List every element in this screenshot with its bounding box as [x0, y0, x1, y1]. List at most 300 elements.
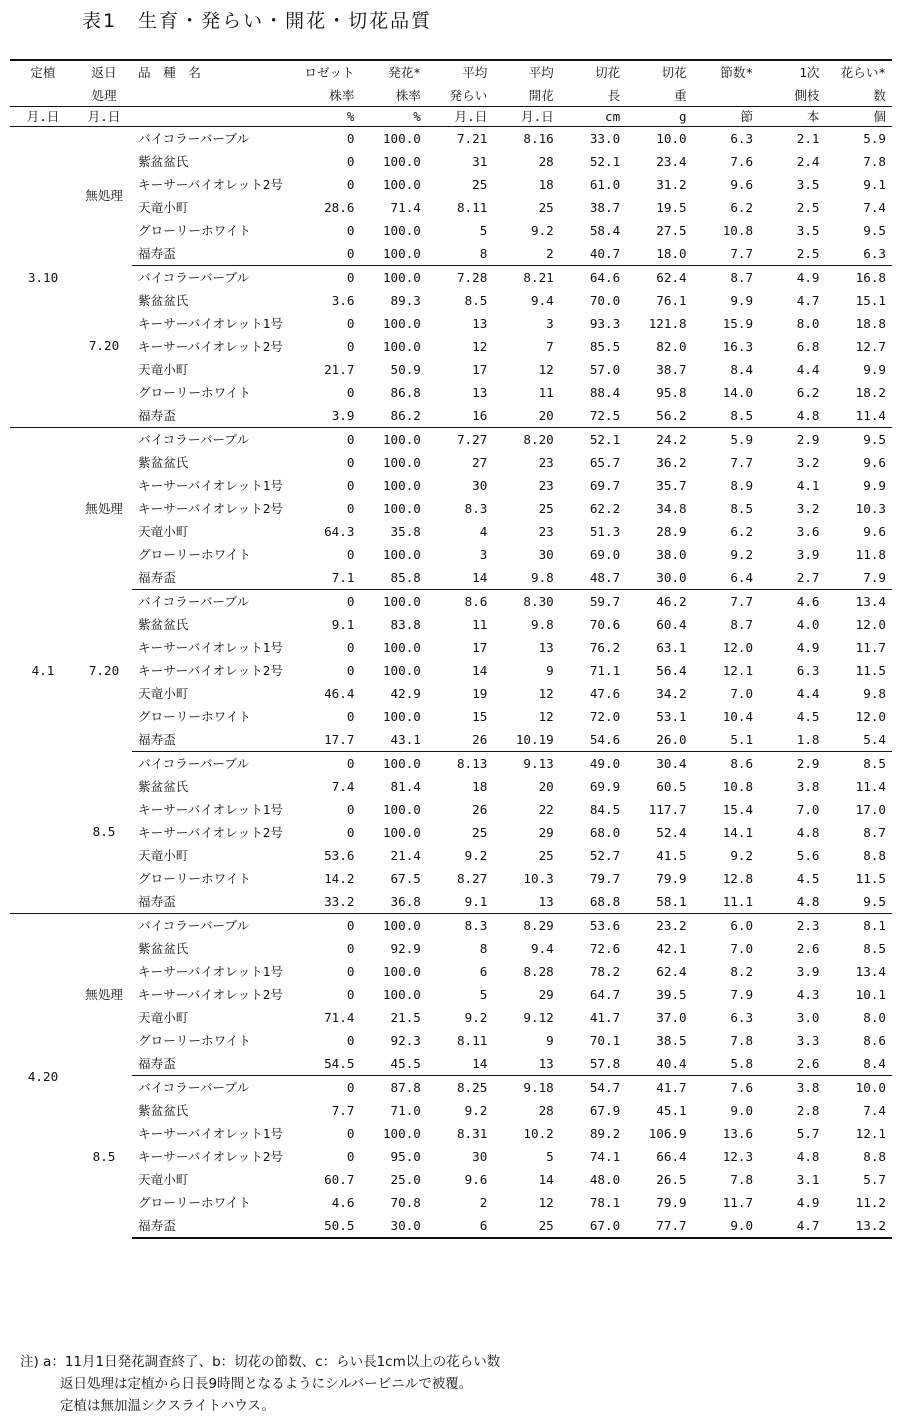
table-row: [10, 474, 892, 497]
cultivar-name: バイコラーバーブル: [132, 428, 294, 452]
cultivar-name: キーサーバイオレット2号: [138, 1149, 283, 1164]
value-cell: 2.9: [759, 752, 825, 776]
value-cell: 6.4: [730, 570, 754, 585]
value-cell: 9.12: [523, 1010, 554, 1025]
note-line-3: 定植は無加温シクスライトハウス。: [60, 1398, 275, 1414]
value-cell: 5.1: [730, 732, 754, 747]
value-cell: 4.9: [796, 1195, 820, 1210]
headers_row1-cell: ロゼット: [294, 60, 360, 85]
value-cell: 2.6: [796, 941, 820, 956]
value-cell: 46.4: [324, 686, 355, 701]
cultivar-name: キーサーバイオレット2号: [138, 339, 283, 354]
cultivar-name: バイコラーバーブル: [132, 752, 294, 776]
value-cell: 47.6: [589, 686, 621, 701]
value-cell: 100.0: [360, 266, 426, 290]
value-cell: 8.5: [464, 293, 488, 308]
value-cell: 4.9: [759, 266, 825, 290]
value-cell: 57.0: [589, 362, 621, 377]
value-cell: 67.0: [560, 1214, 626, 1238]
table-row: [10, 867, 892, 890]
value-cell: 8.1: [826, 914, 893, 938]
value-cell: 59.7: [560, 590, 626, 614]
value-cell: 74.1: [589, 1149, 621, 1164]
value-cell: 14.2: [324, 871, 355, 886]
value-cell: 3.5: [796, 223, 820, 238]
cultivar-name: 天竜小町: [138, 524, 189, 539]
value-cell: 53.6: [324, 848, 355, 863]
value-cell: 4.5: [796, 871, 820, 886]
value-cell: 10.0: [826, 1076, 893, 1100]
value-cell: 0: [346, 223, 355, 238]
value-cell: 52.1: [560, 428, 626, 452]
value-cell: 8.11: [456, 1033, 488, 1048]
value-cell: 7.28: [427, 266, 493, 290]
value-cell: 12.1: [722, 663, 754, 678]
value-cell: 0: [346, 640, 355, 655]
value-cell: 8: [479, 941, 488, 956]
value-cell: 15.9: [722, 316, 754, 331]
headers_row2-cell: [132, 85, 294, 107]
value-cell: 23: [538, 455, 554, 470]
value-cell: 100.0: [360, 590, 426, 614]
cultivar-name: 福寿盃: [138, 732, 176, 747]
planting-date: 3.10: [27, 269, 59, 285]
value-cell: 100.0: [382, 663, 421, 678]
value-cell: 8.16: [493, 127, 559, 151]
value-cell: 16.8: [826, 266, 893, 290]
value-cell: 100.0: [382, 154, 421, 169]
value-cell: 8.0: [863, 1010, 886, 1025]
value-cell: 86.8: [390, 385, 421, 400]
value-cell: 0: [346, 709, 355, 724]
value-cell: 11: [538, 385, 554, 400]
value-cell: 5: [546, 1149, 554, 1164]
value-cell: 49.0: [560, 752, 626, 776]
units-cell: cm: [560, 107, 626, 127]
value-cell: 25: [538, 848, 554, 863]
value-cell: 9.8: [531, 570, 554, 585]
value-cell: 7.21: [427, 127, 493, 151]
table-row: [10, 381, 892, 404]
value-cell: 22: [538, 802, 554, 817]
table-row: [10, 404, 892, 428]
table-row: [10, 1145, 892, 1168]
value-cell: 9.2: [730, 848, 754, 863]
value-cell: 50.5: [294, 1214, 360, 1238]
headers_row2-cell: [693, 85, 759, 107]
table-row: [10, 636, 892, 659]
value-cell: 12.0: [855, 709, 886, 724]
value-cell: 17: [472, 362, 488, 377]
value-cell: 100.0: [360, 914, 426, 938]
value-cell: 18.8: [855, 316, 886, 331]
headers_row2-cell: 処理: [76, 85, 132, 107]
treatment-cell: 無処理: [76, 428, 132, 590]
value-cell: 7.0: [730, 686, 754, 701]
value-cell: 17.7: [324, 732, 355, 747]
cultivar-name: キーサーバイオレット1号: [138, 802, 283, 817]
value-cell: 0: [346, 987, 355, 1002]
value-cell: 8.28: [523, 964, 554, 979]
table-row: [10, 1029, 892, 1052]
value-cell: 100.0: [382, 825, 421, 840]
value-cell: 69.9: [589, 779, 621, 794]
value-cell: 0: [346, 316, 355, 331]
value-cell: 100.0: [382, 802, 421, 817]
value-cell: 12: [472, 339, 488, 354]
value-cell: 13.2: [826, 1214, 893, 1238]
value-cell: 7.4: [863, 200, 886, 215]
headers_row2-cell: 開花: [493, 85, 559, 107]
value-cell: 56.4: [656, 663, 687, 678]
value-cell: 58.4: [589, 223, 621, 238]
value-cell: 11.4: [855, 779, 886, 794]
header-row-1: [10, 60, 892, 85]
headers_row1-cell: 定植: [10, 60, 76, 85]
units-cell: 月.日: [10, 107, 76, 127]
value-cell: 30.0: [360, 1214, 426, 1238]
value-cell: 8.5: [863, 941, 886, 956]
value-cell: 100.0: [382, 246, 421, 261]
value-cell: 29: [538, 825, 554, 840]
cultivar-name: 天竜小町: [138, 200, 189, 215]
value-cell: 25: [472, 177, 488, 192]
value-cell: 2.8: [796, 1103, 820, 1118]
value-cell: 6.3: [796, 663, 820, 678]
value-cell: 71.1: [589, 663, 621, 678]
cultivar-name: 福寿盃: [138, 408, 176, 423]
value-cell: 8.11: [456, 200, 488, 215]
value-cell: 12: [538, 362, 554, 377]
value-cell: 0: [294, 914, 360, 938]
value-cell: 13: [472, 385, 488, 400]
value-cell: 15.1: [855, 293, 886, 308]
value-cell: 100.0: [382, 640, 421, 655]
value-cell: 6.3: [693, 127, 759, 151]
value-cell: 23: [538, 478, 554, 493]
value-cell: 3.2: [796, 455, 820, 470]
treatment-cell: 無処理: [85, 188, 123, 204]
headers_row1-cell: 発花*: [360, 60, 426, 85]
table-row: [10, 566, 892, 590]
value-cell: 9.2: [464, 1010, 488, 1025]
value-cell: 64.7: [589, 987, 621, 1002]
value-cell: 7.7: [730, 455, 754, 470]
value-cell: 8.5: [730, 408, 754, 423]
headers_row1-cell: 平均: [493, 60, 559, 85]
value-cell: 52.4: [656, 825, 687, 840]
value-cell: 9: [546, 1033, 554, 1048]
value-cell: 11.7: [722, 1195, 754, 1210]
table-row: [10, 844, 892, 867]
table-row: [10, 1076, 892, 1100]
value-cell: 88.4: [589, 385, 621, 400]
value-cell: 7.0: [730, 941, 754, 956]
headers_row1-cell: 品 種 名: [132, 60, 294, 85]
value-cell: 2.9: [759, 428, 825, 452]
value-cell: 25.0: [390, 1172, 421, 1187]
cultivar-name: 紫盆盆氏: [138, 293, 189, 308]
table-row: [10, 728, 892, 752]
value-cell: 11.8: [855, 547, 886, 562]
value-cell: 8: [479, 246, 488, 261]
value-cell: 0: [346, 941, 355, 956]
value-cell: 25: [538, 501, 554, 516]
value-cell: 8.8: [863, 1149, 886, 1164]
value-cell: 4.3: [796, 987, 820, 1002]
cultivar-name: バイコラーバーブル: [132, 1076, 294, 1100]
value-cell: 13.4: [826, 590, 893, 614]
value-cell: 8.29: [493, 914, 559, 938]
value-cell: 6.3: [730, 1010, 754, 1025]
value-cell: 2: [479, 1195, 488, 1210]
value-cell: 14.1: [722, 825, 754, 840]
cultivar-name: キーサーバイオレット2号: [138, 825, 283, 840]
value-cell: 30: [538, 547, 554, 562]
value-cell: 5.8: [730, 1056, 754, 1071]
table-row: [10, 543, 892, 566]
value-cell: 2.6: [796, 1056, 820, 1071]
value-cell: 2: [546, 246, 554, 261]
table-row: [10, 798, 892, 821]
value-cell: 13: [538, 894, 554, 909]
value-cell: 19.5: [656, 200, 687, 215]
value-cell: 7.8: [730, 1172, 754, 1187]
value-cell: 40.7: [589, 246, 621, 261]
value-cell: 7.9: [863, 570, 886, 585]
value-cell: 11.7: [855, 640, 886, 655]
headers_row2-cell: 数: [826, 85, 893, 107]
value-cell: 89.3: [390, 293, 421, 308]
value-cell: 9.8: [531, 617, 554, 632]
value-cell: 5.4: [863, 732, 886, 747]
value-cell: 12.0: [855, 617, 886, 632]
value-cell: 72.6: [589, 941, 621, 956]
value-cell: 0: [346, 663, 355, 678]
value-cell: 8.25: [427, 1076, 493, 1100]
value-cell: 4.7: [759, 1214, 825, 1238]
value-cell: 5.7: [796, 1126, 820, 1141]
headers_row1-cell: 節数*: [693, 60, 759, 85]
value-cell: 9.18: [493, 1076, 559, 1100]
value-cell: 84.5: [589, 802, 621, 817]
value-cell: 39.5: [656, 987, 687, 1002]
value-cell: 9.5: [863, 223, 886, 238]
value-cell: 3.9: [796, 547, 820, 562]
value-cell: 3.3: [796, 1033, 820, 1048]
value-cell: 8.7: [730, 617, 754, 632]
value-cell: 10.8: [722, 223, 754, 238]
value-cell: 45.1: [656, 1103, 687, 1118]
value-cell: 5: [479, 987, 488, 1002]
table-row: [10, 266, 892, 290]
value-cell: 1.8: [796, 732, 820, 747]
value-cell: 27: [472, 455, 488, 470]
value-cell: 70.6: [589, 617, 621, 632]
value-cell: 0: [346, 478, 355, 493]
value-cell: 60.5: [656, 779, 687, 794]
value-cell: 8.21: [493, 266, 559, 290]
note-line-2: 返日処理は定植から日長9時間となるようにシルバービニルで被覆。: [60, 1376, 473, 1392]
headers_row1-cell: 切花: [626, 60, 692, 85]
value-cell: 7.4: [331, 779, 355, 794]
value-cell: 9.9: [730, 293, 754, 308]
table-row: [10, 1191, 892, 1214]
cultivar-name: 紫盆盆氏: [138, 617, 189, 632]
value-cell: 9.1: [863, 177, 886, 192]
units-cell: 節: [693, 107, 759, 127]
value-cell: 35.7: [656, 478, 687, 493]
value-cell: 26.5: [656, 1172, 687, 1187]
cultivar-name: 福寿盃: [138, 1056, 176, 1071]
value-cell: 11.4: [855, 408, 886, 423]
value-cell: 0: [294, 590, 360, 614]
value-cell: 9.6: [730, 177, 754, 192]
cultivar-name: キーサーバイオレット1号: [138, 640, 283, 655]
cultivar-name: 天竜小町: [138, 362, 189, 377]
value-cell: 0: [294, 1076, 360, 1100]
table-row: [10, 937, 892, 960]
value-cell: 17.0: [855, 802, 886, 817]
headers_row2-cell: 発らい: [427, 85, 493, 107]
value-cell: 10.0: [626, 127, 692, 151]
value-cell: 71.0: [390, 1103, 421, 1118]
value-cell: 30: [472, 1149, 488, 1164]
table-row: [10, 520, 892, 543]
value-cell: 23: [538, 524, 554, 539]
value-cell: 5.7: [863, 1172, 886, 1187]
table-row: [10, 358, 892, 381]
value-cell: 92.3: [390, 1033, 421, 1048]
value-cell: 6.3: [863, 246, 886, 261]
value-cell: 0: [346, 177, 355, 192]
value-cell: 9.2: [464, 848, 488, 863]
cultivar-name: 紫盆盆氏: [138, 455, 189, 470]
value-cell: 76.1: [656, 293, 687, 308]
value-cell: 70.1: [589, 1033, 621, 1048]
value-cell: 0: [346, 964, 355, 979]
value-cell: 8.8: [863, 848, 886, 863]
value-cell: 8.0: [796, 316, 820, 331]
value-cell: 9.2: [531, 223, 554, 238]
table-row: [10, 1052, 892, 1076]
value-cell: 13: [538, 640, 554, 655]
value-cell: 100.0: [382, 1126, 421, 1141]
value-cell: 78.2: [589, 964, 621, 979]
value-cell: 66.4: [656, 1149, 687, 1164]
value-cell: 9.6: [863, 524, 886, 539]
value-cell: 0: [346, 1149, 355, 1164]
value-cell: 7.8: [730, 1033, 754, 1048]
value-cell: 54.7: [560, 1076, 626, 1100]
value-cell: 72.0: [589, 709, 621, 724]
value-cell: 15: [472, 709, 488, 724]
value-cell: 5.9: [826, 127, 893, 151]
headers_row2-cell: 重: [626, 85, 692, 107]
table-row: [10, 219, 892, 242]
value-cell: 12: [538, 1195, 554, 1210]
value-cell: 100.0: [382, 339, 421, 354]
value-cell: 3: [479, 547, 488, 562]
value-cell: 100.0: [382, 964, 421, 979]
value-cell: 35.8: [390, 524, 421, 539]
value-cell: 18.2: [855, 385, 886, 400]
value-cell: 8.5: [730, 501, 754, 516]
planting-date: 4.20: [10, 914, 76, 1239]
headers_row2-cell: 株率: [294, 85, 360, 107]
value-cell: 8.13: [427, 752, 493, 776]
value-cell: 16.3: [722, 339, 754, 354]
headers_row2-cell: 側枝: [759, 85, 825, 107]
value-cell: 92.9: [390, 941, 421, 956]
value-cell: 62.4: [656, 964, 687, 979]
value-cell: 14: [472, 1056, 488, 1071]
value-cell: 9.9: [863, 478, 886, 493]
value-cell: 100.0: [382, 547, 421, 562]
value-cell: 33.2: [324, 894, 355, 909]
value-cell: 9.4: [531, 293, 554, 308]
cultivar-name: バイコラーバーブル: [132, 914, 294, 938]
value-cell: 79.9: [656, 1195, 687, 1210]
value-cell: 100.0: [382, 316, 421, 331]
value-cell: 100.0: [382, 501, 421, 516]
cultivar-name: グローリーホワイト: [138, 709, 251, 724]
value-cell: 30: [472, 478, 488, 493]
value-cell: 0: [346, 802, 355, 817]
value-cell: 28.6: [324, 200, 355, 215]
value-cell: 67.5: [390, 871, 421, 886]
value-cell: 9.8: [863, 686, 886, 701]
table-row: [10, 312, 892, 335]
cultivar-name: キーサーバイオレット2号: [138, 987, 283, 1002]
value-cell: 9.1: [464, 894, 488, 909]
headers_row1-cell: 返日: [76, 60, 132, 85]
units-cell: 月.日: [427, 107, 493, 127]
value-cell: 19: [472, 686, 488, 701]
value-cell: 121.8: [648, 316, 687, 331]
headers_row2-cell: 長: [560, 85, 626, 107]
cultivar-name: 紫盆盆氏: [138, 154, 189, 169]
value-cell: 12: [538, 686, 554, 701]
value-cell: 41.7: [626, 1076, 692, 1100]
value-cell: 0: [346, 1033, 355, 1048]
value-cell: 34.2: [656, 686, 687, 701]
table-title: 表1 生育・発らい・開花・切花品質: [82, 10, 433, 32]
value-cell: 6: [479, 964, 488, 979]
cultivar-name: 福寿盃: [138, 894, 176, 909]
value-cell: 11.2: [855, 1195, 886, 1210]
value-cell: 7.7: [693, 590, 759, 614]
value-cell: 28.9: [656, 524, 687, 539]
value-cell: 8.30: [493, 590, 559, 614]
value-cell: 31: [472, 154, 488, 169]
value-cell: 86.2: [390, 408, 421, 423]
value-cell: 7.0: [796, 802, 820, 817]
value-cell: 50.9: [390, 362, 421, 377]
value-cell: 100.0: [382, 177, 421, 192]
value-cell: 12.3: [722, 1149, 754, 1164]
value-cell: 70.0: [589, 293, 621, 308]
value-cell: 5: [479, 223, 488, 238]
cultivar-name: バイコラーバーブル: [132, 266, 294, 290]
value-cell: 4.1: [796, 478, 820, 493]
headers_row1-cell: 切花: [560, 60, 626, 85]
value-cell: 10.2: [523, 1126, 554, 1141]
value-cell: 8.4: [730, 362, 754, 377]
value-cell: 0: [294, 266, 360, 290]
value-cell: 14: [472, 570, 488, 585]
value-cell: 18: [538, 177, 554, 192]
